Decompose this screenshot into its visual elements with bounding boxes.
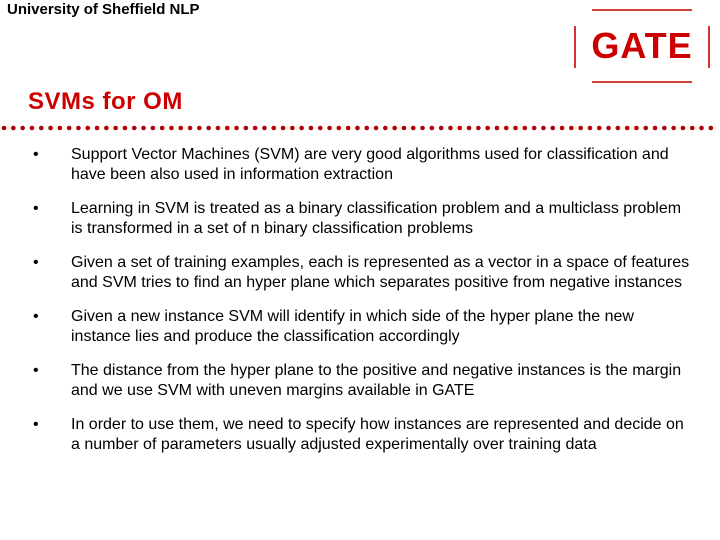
bullet-text: The distance from the hyper plane to the positive and negative instances is the margin and we use SVM with uneven margins available in GATE: [71, 362, 682, 399]
dotted-divider: [0, 122, 720, 134]
bullet-text: Given a new instance SVM will identify in which side of the hyper plane the new instance lies and produce the classification accordingly: [71, 308, 634, 345]
bullet-text: Support Vector Machines (SVM) are very good algorithms used for classification and have been also used in information extraction: [71, 146, 669, 183]
bullet-dot-icon: •: [33, 308, 39, 325]
bullet-text: Learning in SVM is treated as a binary classification problem and a multiclass problem is transformed in a set of n binary classification problems: [71, 200, 682, 237]
bullet-dot-icon: •: [33, 416, 39, 433]
bullet-dot-icon: •: [33, 254, 39, 271]
slide-title: SVMs for OM: [28, 88, 183, 115]
logo-text: GATE: [591, 25, 693, 66]
bullet-item: [0, 361, 691, 401]
bullet-dot-icon: •: [33, 200, 39, 217]
bullet-item: [0, 415, 691, 455]
gate-logo: [572, 8, 712, 84]
bullet-list: [0, 145, 720, 469]
bullet-item: [0, 199, 691, 239]
bullet-item: [0, 307, 691, 347]
bullet-item: [0, 145, 691, 185]
organization-header: University of Sheffield NLP: [7, 1, 200, 18]
bullet-text: In order to use them, we need to specify how instances are represented and decide on a number of parameters usually adjusted experimentally over training data: [71, 416, 684, 453]
bullet-dot-icon: •: [33, 146, 39, 163]
bullet-item: [0, 253, 691, 293]
bullet-text: Given a set of training examples, each is represented as a vector in a space of features and SVM tries to find an hyper plane which separates positive from negative instances: [71, 254, 690, 291]
bullet-dot-icon: •: [33, 362, 39, 379]
